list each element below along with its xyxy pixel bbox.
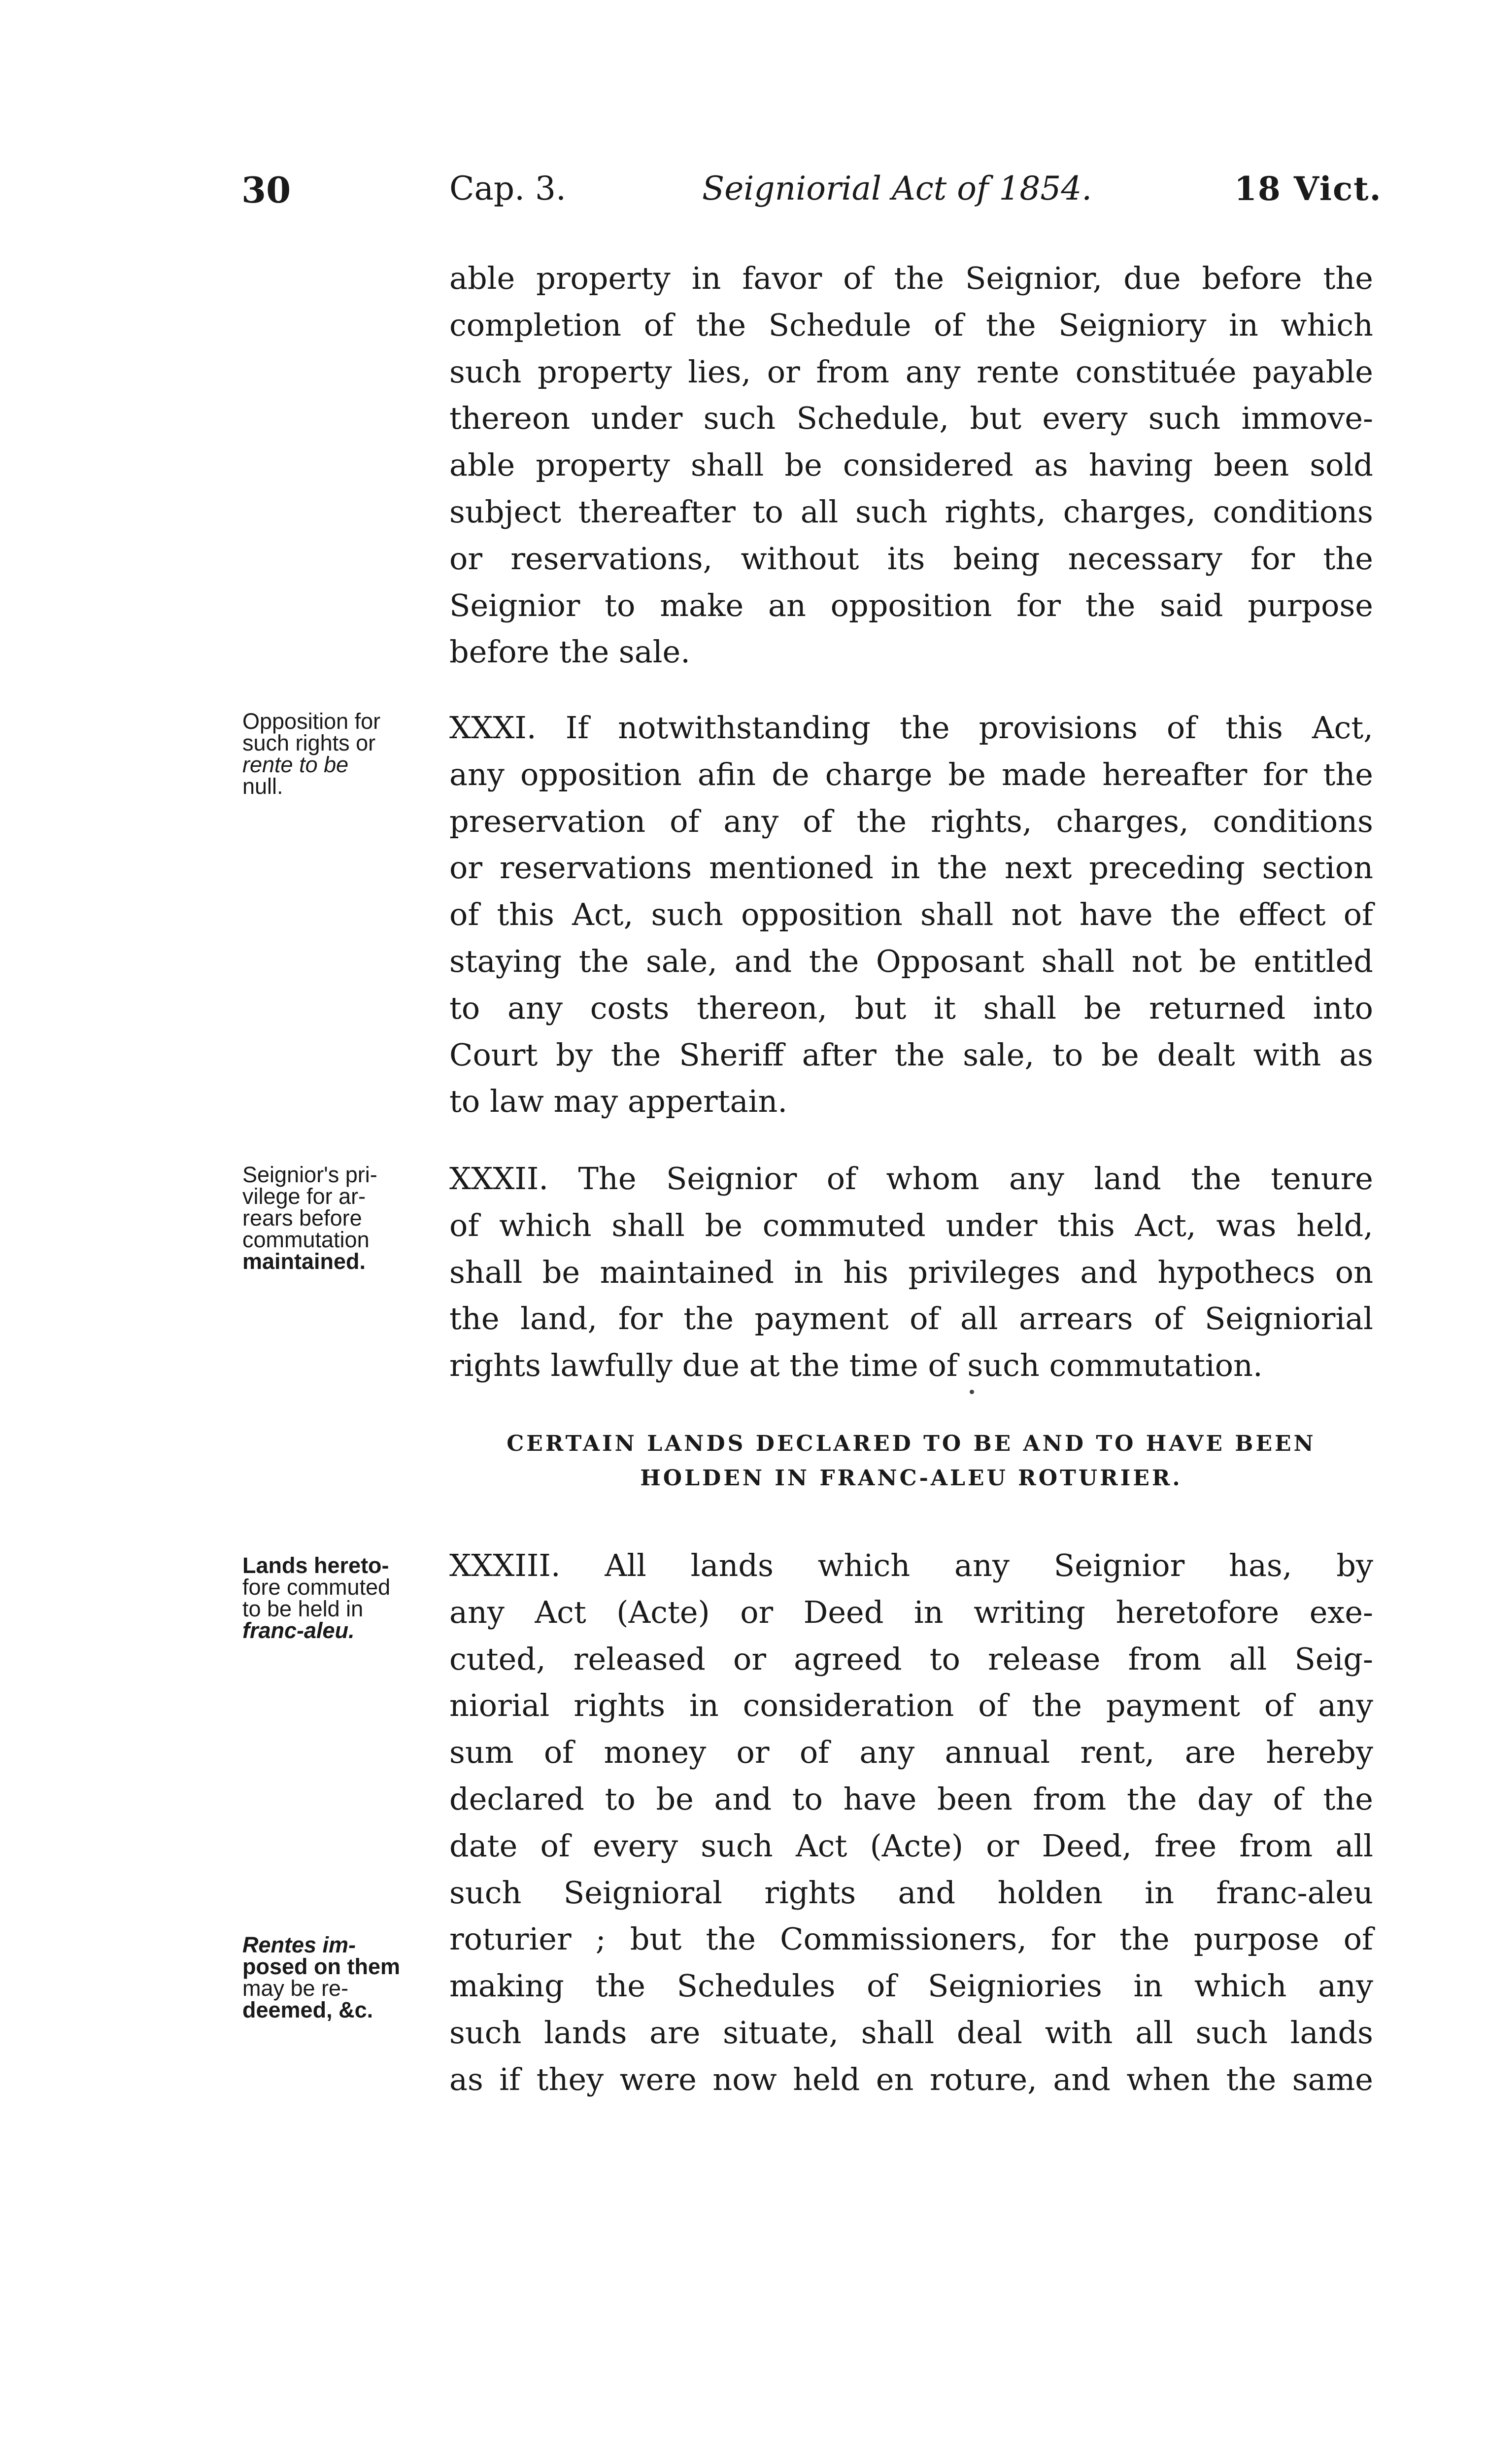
text-line: thereon under such Schedule, but every such immove- [449,400,1373,437]
margin-note-rentes [242,1934,449,2021]
note-line: rente to be [242,752,349,777]
section-33 [449,1542,1373,2103]
text-line: such property lies, or from any rente constituée payable [449,353,1373,390]
text-line: Court by the Sheriff after the sale, to be dealt with as [449,1036,1373,1073]
text-line: Seignior to make an opposition for the said purpose [449,587,1373,623]
margin-note-lands [242,1555,449,1642]
note-line: posed on them [242,1954,401,1979]
text-line: such lands are situate, shall deal with all such lands [449,2014,1373,2051]
note-line: maintained. [242,1249,366,1274]
text-line: as if they were now held en roture, and when the same [449,2061,1373,2097]
note-line: Opposition for [242,709,381,734]
heading-line: CERTAIN LANDS DECLARED TO BE AND TO HAVE BEEN [507,1431,1316,1456]
margin-note-opposition [242,711,449,797]
note-line: Rentes im- [242,1932,356,1957]
text-line: cuted, released or agreed to release from all Seig- [449,1641,1373,1677]
note-line: may be re- [242,1976,349,2001]
chapter-label: Cap. 3. [449,170,567,207]
text-line: any Act (Acte) or Deed in writing heretofore exe- [449,1594,1373,1630]
text-line: subject thereafter to all such rights, charges, conditions [449,493,1373,530]
section-heading [449,1427,1373,1496]
text-line: any opposition afin de charge be made hereafter for the [449,756,1373,792]
margin-note-privilege [242,1164,449,1272]
text-line: roturier ; but the Commissioners, for the purpose of [449,1921,1373,1957]
heading-line: HOLDEN IN FRANC-ALEU ROTURIER. [640,1466,1182,1491]
note-line: commutation [242,1227,370,1252]
continuation-paragraph [449,255,1373,676]
text-line: staying the sale, and the Opposant shall not be entitled [449,943,1373,979]
text-line: declared to be and to have been from the day of the [449,1780,1373,1817]
section-32 [449,1156,1373,1389]
reign-label: 18 Vict. [1234,170,1382,208]
text-line: or reservations mentioned in the next preceding section [449,850,1373,886]
note-line: vilege for ar- [242,1184,366,1209]
text-line: of this Act, such opposition shall not have the effect of [449,896,1373,933]
note-line: fore commuted [242,1574,391,1600]
note-line: such rights or [242,730,376,755]
text-line: preservation of any of the rights, charges, conditions [449,803,1373,839]
note-line: franc-aleu. [242,1618,355,1643]
note-line: Lands hereto- [242,1553,389,1578]
text-line: sum of money or of any annual rent, are hereby [449,1734,1373,1771]
text-line: able property in favor of the Seignior, due before the [449,260,1373,296]
text-line: completion of the Schedule of the Seigniory in which [449,307,1373,343]
note-line: null. [242,774,283,799]
note-line: Seignior's pri- [242,1162,377,1187]
note-line: to be held in [242,1596,364,1621]
section-31 [449,705,1373,1125]
text-line: before the sale. [449,634,690,670]
text-line: shall be maintained in his privileges and hypothecs on [449,1254,1373,1290]
page-number: 30 [241,169,291,211]
text-line: or reservations, without its being necessary for the [449,540,1373,577]
text-line: such Seignioral rights and holden in franc-aleu [449,1874,1373,1911]
act-title: Seigniorial Act of 1854. [702,170,1092,207]
print-speck [970,1390,974,1394]
text-line: the land, for the payment of all arrears of Seigniorial [449,1300,1373,1337]
text-line: rights lawfully due at the time of such commutation. [449,1347,1263,1384]
text-line: of which shall be commuted under this Act, was held, [449,1207,1373,1243]
text-line: XXXI. If notwithstanding the provisions of this Act, [449,710,1373,746]
text-line: able property shall be considered as having been sold [449,447,1373,483]
text-line: to law may appertain. [449,1083,788,1120]
note-line: rears before [242,1205,362,1231]
text-line: XXXII. The Seignior of whom any land the tenure [449,1161,1373,1197]
text-line: date of every such Act (Acte) or Deed, free from all [449,1827,1373,1864]
text-line: to any costs thereon, but it shall be returned into [449,990,1373,1026]
text-line: making the Schedules of Seigniories in which any [449,1968,1373,2004]
text-line: XXXIII. All lands which any Seignior has, by [449,1547,1373,1583]
note-line: deemed, &c. [242,1997,373,2022]
text-line: niorial rights in consideration of the payment of any [449,1687,1373,1724]
